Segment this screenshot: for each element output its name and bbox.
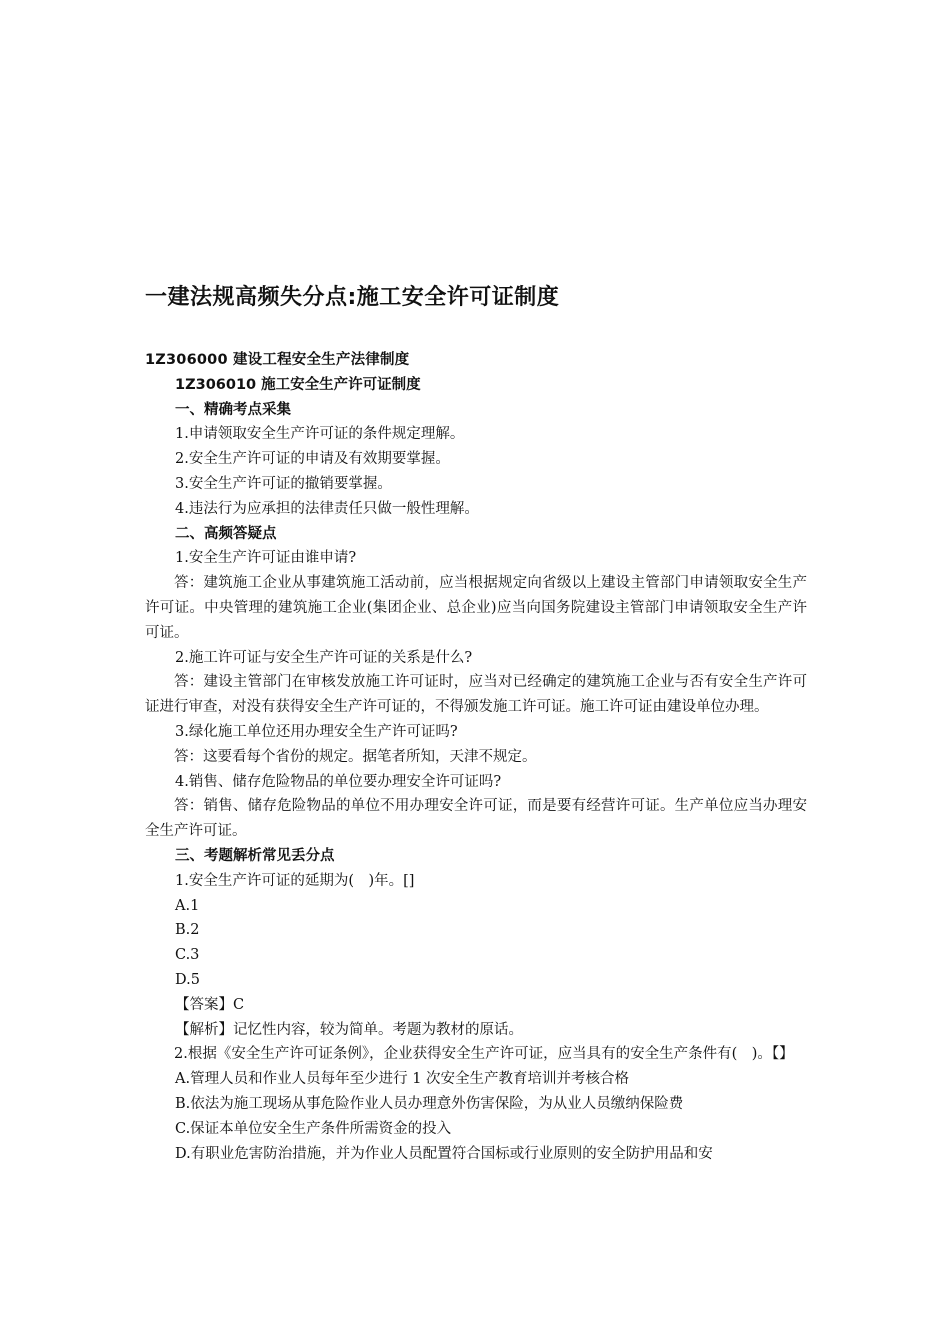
- faq-question: 3.绿化施工单位还用办理安全生产许可证吗?: [175, 723, 458, 740]
- part1-heading: 一、精确考点采集: [175, 401, 291, 418]
- exam-option: D.有职业危害防治措施，并为作业人员配置符合国标或行业原则的安全防护用品和安: [175, 1145, 713, 1162]
- part2-heading: 二、高频答疑点: [175, 525, 277, 542]
- exam-option: C.3: [175, 947, 200, 964]
- exam-option: C.保证本单位安全生产条件所需资金的投入: [175, 1120, 452, 1137]
- faq-question: 2.施工许可证与安全生产许可证的关系是什么?: [175, 649, 473, 666]
- document-title: 一建法规高频失分点:施工安全许可证制度: [145, 285, 560, 310]
- exam-option: D.5: [175, 971, 200, 988]
- exam-option: B.依法为施工现场从事危险作业人员办理意外伤害保险，为从业人员缴纳保险费: [175, 1095, 684, 1112]
- part3-heading: 三、考题解析常见丢分点: [175, 847, 335, 864]
- faq-answer: 答：建设主管部门在审核发放施工许可证时，应当对已经确定的建筑施工企业与否有安全生产许可证进行审查，对没有获得安全生产许可证的，不得颁发施工许可证。施工许可证由建设单位办理。: [145, 674, 807, 716]
- list-item: 2.安全生产许可证的申请及有效期要掌握。: [175, 451, 450, 468]
- faq-answer: 答：建筑施工企业从事建筑施工活动前，应当根据规定向省级以上建设主管部门申请领取安全生产许可证。中央管理的建筑施工企业(集团企业、总企业)应当向国务院建设主管部门申请领取安全生产许可证。: [145, 575, 807, 641]
- list-item: 3.安全生产许可证的撤销要掌握。: [175, 475, 392, 492]
- chapter-heading: 1Z306000 建设工程安全生产法律制度: [145, 352, 410, 368]
- section-heading: 1Z306010 施工安全生产许可证制度: [175, 376, 421, 393]
- faq-question: 4.销售、储存危险物品的单位要办理安全许可证吗?: [175, 773, 502, 790]
- faq-answer: 答：销售、储存危险物品的单位不用办理安全许可证，而是要有经营许可证。生产单位应当办理安全生产许可证。: [145, 798, 807, 840]
- list-item: 4.违法行为应承担的法律责任只做一般性理解。: [175, 500, 479, 517]
- exam-answer: 【答案】C: [175, 996, 245, 1013]
- exam-question-stem: 1.安全生产许可证的延期为( )年。[]: [175, 872, 415, 889]
- document-body: [145, 348, 807, 1166]
- exam-option: A.管理人员和作业人员每年至少进行 1 次安全生产教育培训并考核合格: [175, 1071, 630, 1088]
- faq-answer: 答：这要看每个省份的规定。据笔者所知，天津不规定。: [174, 748, 537, 765]
- faq-question: 1.安全生产许可证由谁申请?: [175, 550, 357, 567]
- exam-option: B.2: [175, 922, 200, 939]
- exam-analysis: 【解析】记忆性内容，较为简单。考题为教材的原话。: [175, 1021, 523, 1038]
- list-item: 1.申请领取安全生产许可证的条件规定理解。: [175, 426, 465, 443]
- exam-option: A.1: [175, 897, 200, 914]
- exam-question-stem: 2.根据《安全生产许可证条例》，企业获得安全生产许可证，应当具有的安全生产条件有( )。【】: [174, 1046, 794, 1063]
